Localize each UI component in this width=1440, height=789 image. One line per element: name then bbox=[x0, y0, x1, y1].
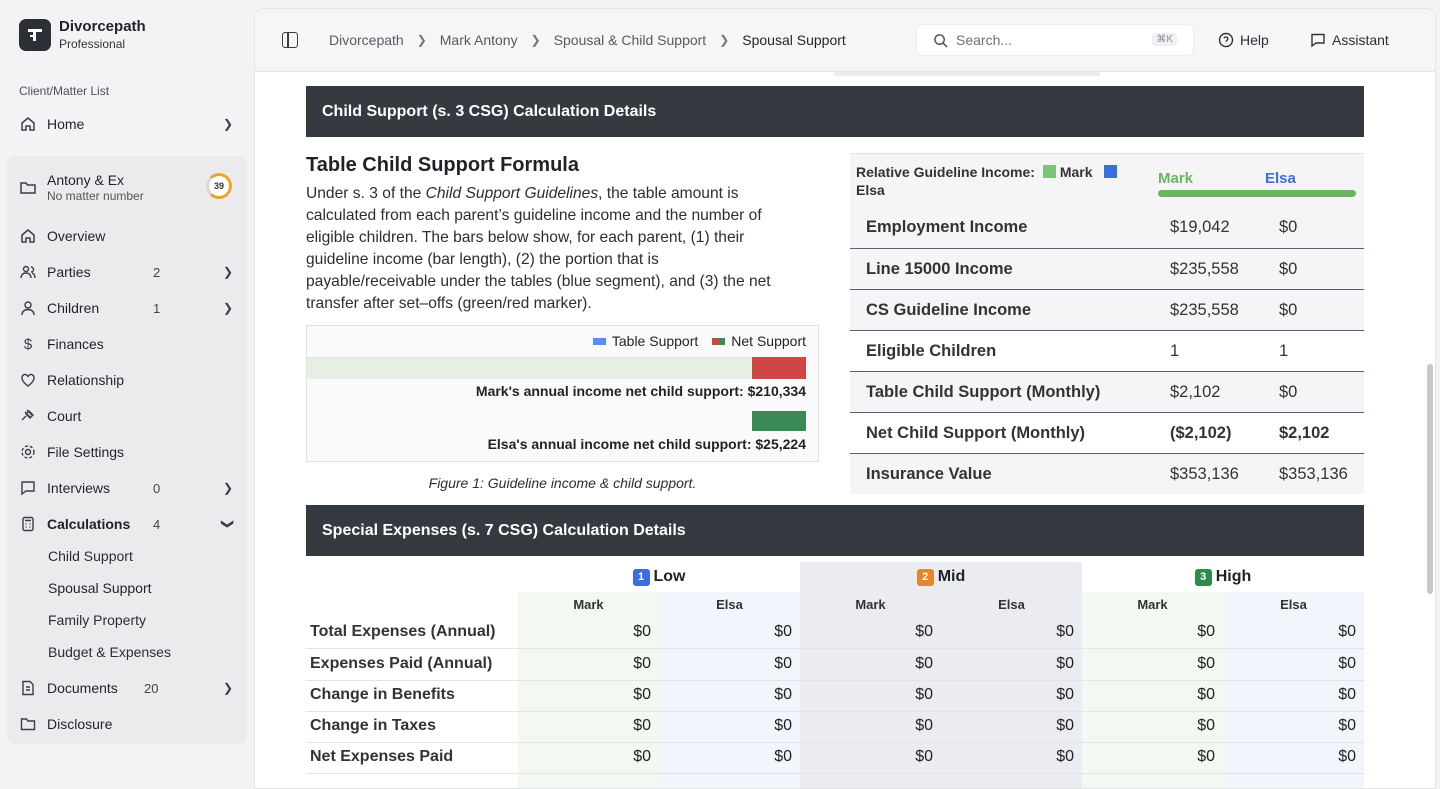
dollar-icon: $ bbox=[23, 335, 33, 353]
item-count: 2 bbox=[153, 264, 161, 280]
item-count: 20 bbox=[144, 680, 159, 696]
sidebar-item-calculations[interactable] bbox=[19, 509, 241, 539]
chart-legend bbox=[579, 333, 806, 349]
group-number-badge: 1 bbox=[633, 569, 650, 586]
sidebar-subitem-budget-expenses[interactable]: Budget & Expenses bbox=[48, 644, 171, 660]
assistant-button[interactable] bbox=[1310, 32, 1389, 48]
table-row bbox=[306, 712, 1364, 743]
sub-head-elsa: Elsa bbox=[716, 597, 743, 612]
relative-income-bar bbox=[1158, 190, 1356, 197]
sidebar-item-disclosure[interactable] bbox=[19, 709, 241, 739]
elsa-value: $0 bbox=[1279, 300, 1298, 319]
sidebar bbox=[0, 0, 254, 789]
brand-name: Divorcepath bbox=[59, 18, 146, 35]
legend-label: Mark bbox=[1059, 164, 1093, 180]
folder-open-icon bbox=[19, 179, 37, 197]
cell: $0 bbox=[1056, 717, 1074, 734]
sub-head-elsa: Elsa bbox=[998, 597, 1025, 612]
cell: $0 bbox=[915, 623, 933, 640]
sidebar-item-label: Interviews bbox=[47, 480, 111, 496]
legend-label: Table Support bbox=[611, 333, 699, 349]
sidebar-item-label: File Settings bbox=[47, 444, 125, 460]
cell: $0 bbox=[1056, 748, 1074, 765]
sidebar-item-documents[interactable] bbox=[19, 673, 241, 703]
cell: $0 bbox=[633, 717, 651, 734]
cell: $0 bbox=[1056, 655, 1074, 672]
mark-value: $235,558 bbox=[1170, 259, 1239, 278]
sub-head-mark: Mark bbox=[855, 597, 886, 612]
calculator-icon bbox=[19, 515, 37, 533]
elsa-value: $2,102 bbox=[1279, 423, 1330, 442]
chevron-right-icon: ❯ bbox=[222, 117, 233, 131]
sidebar-item-overview[interactable] bbox=[19, 221, 241, 251]
mark-value: $2,102 bbox=[1170, 382, 1221, 401]
main-panel bbox=[254, 8, 1436, 789]
search-input[interactable] bbox=[916, 24, 1194, 56]
cell: $0 bbox=[1056, 623, 1074, 640]
elsa-value: $0 bbox=[1279, 259, 1298, 278]
elsa-value: $353,136 bbox=[1279, 464, 1348, 483]
item-count: 0 bbox=[153, 480, 161, 496]
breadcrumb-item[interactable]: Divorcepath bbox=[329, 32, 404, 48]
row-label: Line 15000 Income bbox=[866, 259, 1013, 278]
sidebar-item-label: Calculations bbox=[47, 516, 131, 532]
row-label: Net Child Support (Monthly) bbox=[866, 423, 1086, 442]
table-row bbox=[850, 412, 1364, 453]
row-label: Total Expenses (Annual) bbox=[310, 623, 496, 640]
cell: $0 bbox=[1197, 686, 1215, 703]
cell: $0 bbox=[915, 655, 933, 672]
sidebar-subitem-family-property[interactable]: Family Property bbox=[48, 612, 147, 628]
group-mid bbox=[800, 562, 1082, 592]
client-matter-list-label: Client/Matter List bbox=[19, 84, 110, 98]
rgi-header bbox=[850, 153, 1364, 207]
sidebar-item-label: Finances bbox=[47, 336, 104, 352]
special-expenses-header: Special Expenses (s. 7 CSG) Calculation Details bbox=[306, 505, 1364, 556]
table-row bbox=[306, 618, 1364, 649]
breadcrumb-current: Spousal Support bbox=[742, 32, 846, 48]
sidebar-item-label: Documents bbox=[47, 680, 118, 696]
mark-income-bar bbox=[307, 357, 806, 379]
table-row bbox=[306, 650, 1364, 681]
group-low bbox=[518, 562, 800, 592]
cell: $0 bbox=[633, 748, 651, 765]
cell: $0 bbox=[1197, 655, 1215, 672]
folder-icon bbox=[19, 715, 37, 733]
cell: $0 bbox=[633, 686, 651, 703]
cell: $0 bbox=[1338, 655, 1356, 672]
row-label: Eligible Children bbox=[866, 341, 997, 360]
chevron-right-icon: ❯ bbox=[416, 33, 427, 47]
group-label: High bbox=[1215, 568, 1252, 585]
group-label: Mid bbox=[937, 568, 966, 585]
sidebar-item-label: Children bbox=[47, 300, 100, 316]
para-text: , the table amount is calculated from each parent’s guideline income and the number of eligible children. The bars below show, for each parent, (1) their guideline income (bar length), (2) the portion that is payable/receivable under the tables (blue segment), and (3) the net transfer after set–offs (green/red marker). bbox=[306, 185, 771, 312]
search-placeholder: Search... bbox=[956, 32, 1013, 48]
table-row bbox=[306, 681, 1364, 712]
cell: $0 bbox=[1338, 748, 1356, 765]
mark-value: $235,558 bbox=[1170, 300, 1239, 319]
heart-icon bbox=[19, 371, 37, 389]
content-area bbox=[306, 72, 1366, 789]
elsa-value: $0 bbox=[1279, 218, 1298, 236]
sidebar-subitem-child-support[interactable]: Child Support bbox=[48, 548, 133, 564]
mark-net-marker bbox=[752, 357, 806, 379]
row-label: Expenses Paid (Annual) bbox=[310, 655, 493, 672]
table-row bbox=[850, 330, 1364, 371]
breadcrumb-item[interactable]: Spousal & Child Support bbox=[553, 32, 707, 48]
sub-head-elsa: Elsa bbox=[1280, 597, 1307, 612]
cell: $0 bbox=[774, 748, 792, 765]
sidebar-item-parties[interactable] bbox=[19, 257, 241, 287]
top-bar bbox=[255, 9, 1436, 72]
legend-swatch-mark bbox=[1043, 165, 1056, 178]
group-label: Low bbox=[653, 568, 686, 585]
document-icon bbox=[19, 679, 37, 697]
legend-label: Net Support bbox=[731, 333, 806, 349]
group-number-badge: 2 bbox=[917, 569, 934, 586]
elsa-bar-label: Elsa's annual income net child support: $25,224 bbox=[487, 436, 806, 452]
cell: $0 bbox=[633, 623, 651, 640]
sidebar-item-court[interactable] bbox=[19, 401, 241, 431]
sub-head-mark: Mark bbox=[573, 597, 604, 612]
cell: $0 bbox=[1056, 686, 1074, 703]
figure-caption: Figure 1: Guideline income & child support. bbox=[428, 475, 697, 491]
legend-swatch-elsa bbox=[1104, 165, 1117, 178]
row-label: Table Child Support (Monthly) bbox=[866, 382, 1101, 401]
elsa-value: 1 bbox=[1279, 341, 1289, 360]
row-label: Net Expenses Paid bbox=[310, 748, 454, 765]
child-support-header: Child Support (s. 3 CSG) Calculation Details bbox=[306, 86, 1364, 137]
breadcrumb bbox=[329, 32, 846, 48]
group-number-badge: 3 bbox=[1195, 569, 1212, 586]
row-label: Insurance Value bbox=[866, 464, 992, 483]
child-support-chart bbox=[306, 325, 819, 462]
gear-icon bbox=[19, 443, 37, 461]
mark-value: $353,136 bbox=[1170, 464, 1239, 483]
cell: $0 bbox=[915, 748, 933, 765]
chat-icon bbox=[1310, 32, 1326, 48]
table-row bbox=[850, 289, 1364, 330]
row-label: Change in Taxes bbox=[310, 717, 436, 734]
matter-progress-badge: 39 bbox=[206, 173, 232, 199]
home-icon bbox=[19, 227, 37, 245]
user-icon bbox=[19, 299, 37, 317]
matter-number: No matter number bbox=[47, 189, 144, 203]
cell: $0 bbox=[774, 623, 792, 640]
cell: $0 bbox=[774, 717, 792, 734]
row-label: Employment Income bbox=[866, 218, 1028, 236]
sub-head-mark: Mark bbox=[1137, 597, 1168, 612]
chevron-right-icon: ❯ bbox=[222, 481, 233, 495]
sidebar-item-label: Overview bbox=[47, 228, 106, 244]
gavel-icon bbox=[19, 407, 37, 425]
help-label: Help bbox=[1240, 32, 1269, 48]
chevron-down-icon: ❯ bbox=[220, 518, 235, 530]
sidebar-item-interviews[interactable] bbox=[19, 473, 241, 503]
formula-description bbox=[306, 183, 786, 315]
chevron-right-icon: ❯ bbox=[719, 33, 730, 47]
cell: $0 bbox=[1197, 717, 1215, 734]
cell: $0 bbox=[1338, 623, 1356, 640]
sidebar-item-children[interactable] bbox=[19, 293, 241, 323]
breadcrumb-item[interactable]: Mark Antony bbox=[439, 32, 518, 48]
mark-value: ($2,102) bbox=[1170, 423, 1232, 442]
formula-title: Table Child Support Formula bbox=[306, 154, 579, 176]
para-text: Under s. 3 of the bbox=[306, 185, 426, 202]
table-row bbox=[850, 207, 1364, 248]
row-label: Change in Benefits bbox=[310, 686, 455, 703]
rgi-title-text: Relative Guideline Income: bbox=[856, 164, 1035, 180]
elsa-value: $0 bbox=[1279, 382, 1298, 401]
sidebar-item-home[interactable] bbox=[19, 109, 241, 139]
table-row bbox=[306, 743, 1364, 774]
message-icon bbox=[19, 479, 37, 497]
group-high bbox=[1082, 562, 1364, 592]
sidebar-toggle-icon[interactable] bbox=[282, 32, 298, 48]
sidebar-item-label: Relationship bbox=[47, 372, 125, 388]
mark-bar-label: Mark's annual income net child support: $210,334 bbox=[475, 383, 806, 399]
table-row bbox=[850, 453, 1364, 494]
search-shortcut: ⌘K bbox=[1152, 33, 1177, 46]
cell: $0 bbox=[633, 655, 651, 672]
legend-swatch-net bbox=[712, 338, 725, 345]
sidebar-item-label: Parties bbox=[47, 264, 91, 280]
chevron-right-icon: ❯ bbox=[222, 301, 233, 315]
chevron-right-icon: ❯ bbox=[222, 265, 233, 279]
para-emphasis: Child Support Guidelines bbox=[425, 185, 599, 202]
matter-name: Antony & Ex bbox=[47, 172, 125, 188]
rgi-title bbox=[856, 163, 1136, 199]
previous-section-edge bbox=[306, 72, 1364, 76]
sidebar-item-finances[interactable] bbox=[19, 329, 241, 359]
cell: $0 bbox=[915, 717, 933, 734]
brand[interactable] bbox=[19, 18, 146, 52]
cell: $0 bbox=[1338, 717, 1356, 734]
brand-plan: Professional bbox=[59, 37, 126, 51]
col-head-mark: Mark bbox=[1158, 170, 1194, 187]
item-count: 4 bbox=[153, 516, 161, 532]
elsa-net-marker bbox=[752, 411, 806, 431]
item-count: 1 bbox=[153, 300, 161, 316]
sidebar-item-file-settings[interactable] bbox=[19, 437, 241, 467]
help-icon bbox=[1218, 32, 1234, 48]
help-button[interactable] bbox=[1218, 32, 1269, 48]
chevron-right-icon: ❯ bbox=[222, 681, 233, 695]
row-label: CS Guideline Income bbox=[866, 300, 1032, 319]
mark-value: $19,042 bbox=[1170, 218, 1230, 236]
cell: $0 bbox=[915, 686, 933, 703]
col-head-elsa: Elsa bbox=[1265, 170, 1296, 187]
legend-label: Elsa bbox=[856, 182, 885, 198]
guideline-income-table bbox=[850, 153, 1364, 494]
home-icon bbox=[19, 115, 37, 133]
sidebar-item-relationship[interactable] bbox=[19, 365, 241, 395]
users-icon bbox=[19, 263, 37, 281]
assistant-label: Assistant bbox=[1332, 32, 1389, 48]
table-row bbox=[850, 371, 1364, 412]
search-icon bbox=[933, 33, 948, 48]
cell: $0 bbox=[1338, 686, 1356, 703]
cell: $0 bbox=[1197, 623, 1215, 640]
sidebar-subitem-spousal-support[interactable]: Spousal Support bbox=[48, 580, 152, 596]
sidebar-item-label: Home bbox=[47, 116, 85, 132]
divorcepath-logo-icon bbox=[19, 19, 51, 51]
sidebar-item-label: Court bbox=[47, 408, 82, 424]
cell: $0 bbox=[774, 686, 792, 703]
legend-swatch-table bbox=[593, 338, 606, 345]
mark-value: 1 bbox=[1170, 341, 1180, 360]
cell: $0 bbox=[774, 655, 792, 672]
sidebar-item-label: Disclosure bbox=[47, 716, 113, 732]
chevron-right-icon: ❯ bbox=[530, 33, 541, 47]
table-row bbox=[850, 248, 1364, 289]
scrollbar[interactable] bbox=[1427, 364, 1433, 594]
cell: $0 bbox=[1197, 748, 1215, 765]
